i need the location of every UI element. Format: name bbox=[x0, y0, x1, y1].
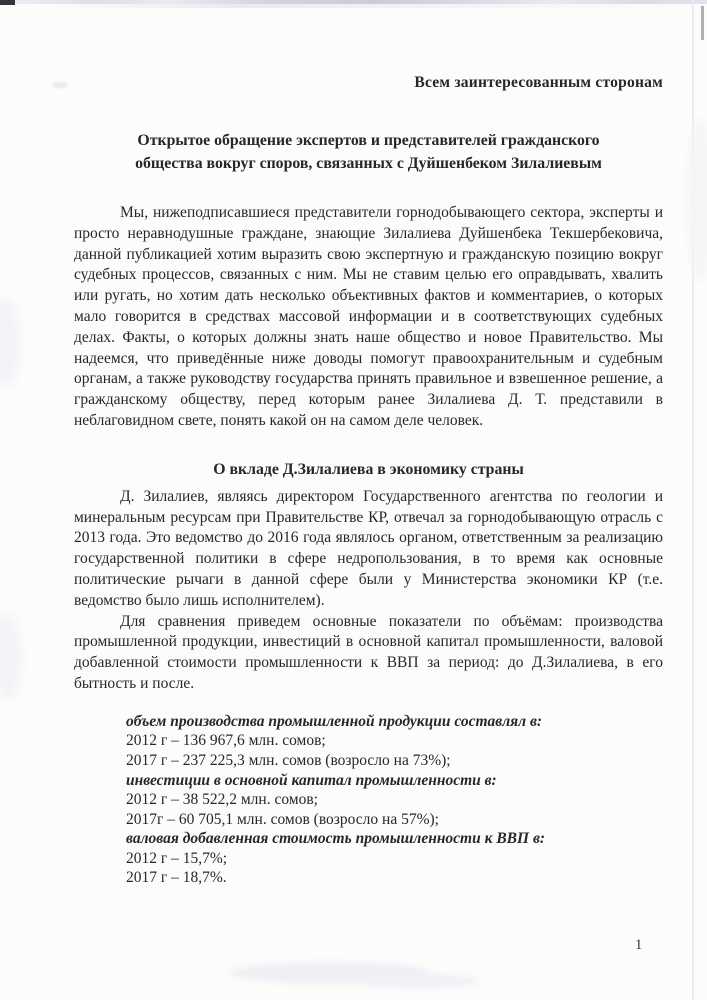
scan-corner-mark bbox=[0, 0, 15, 5]
intro-paragraph: Мы, нижеподписавшиеся представители горнодобывающего сектора, эксперты и просто неравнодушные граждане, знающие Зилалиева Дуйшенбека Текшербековича, данной публикацией хотим выразить свою экспертную и гражданскую позицию вокруг судебных процессов, связанных с ним. Мы не ставим целью его оправдывать, хвалить или ругать, но хотим дать несколько объективных фактов и комментариев, о которых мало говорится в средствах массовой информации и в соответствующих судебных делах. Факты, о которых должны знать наше общество и новое Правительство. Мы надеемся, что приведённые ниже доводы помогут правоохранительным и судебным органам, а также руководству государства принять правильное и взвешенное решение, а гражданскому обществу, перед которым ранее Зилалиева Д. Т. представили в неблаговидном свете, понять какой он на самом деле человек. bbox=[74, 204, 663, 429]
stat-group-production bbox=[126, 712, 663, 771]
stat-heading: объем производства промышленной продукции составлял в: bbox=[126, 712, 543, 730]
document-content bbox=[74, 0, 663, 888]
scan-bottom-smudge bbox=[360, 974, 480, 988]
document-title: Открытое обращение экспертов и представителей гражданского общества вокруг споров, связанных с Дуйшенбеком Зилалиевым bbox=[135, 132, 602, 172]
stat-group-gdp-share bbox=[126, 829, 663, 888]
scan-bottom-smudge bbox=[230, 962, 430, 984]
scan-blotch bbox=[0, 298, 20, 388]
scan-blotch bbox=[0, 615, 22, 700]
stat-line: 2017 г – 18,7%. bbox=[126, 869, 227, 887]
section-paragraph-2: Для сравнения приведем основные показатели по объёмам: производства промышленной продукции, инвестиций в основной капитал промышленности, валовой добавленной стоимости промышленности к ВВП за период: до Д.Зилалиева, в его бытность и после. bbox=[74, 612, 663, 692]
scan-blotch bbox=[52, 82, 68, 88]
stat-line: 2017г – 60 705,1 млн. сомов (возросло на 57%); bbox=[126, 810, 439, 828]
stat-line: 2012 г – 136 967,6 млн. сомов; bbox=[126, 732, 326, 750]
stat-heading: инвестиции в основной капитал промышленности в: bbox=[126, 771, 497, 789]
scan-right-edge-line bbox=[692, 0, 694, 1000]
stat-line: 2012 г – 38 522,2 млн. сомов; bbox=[126, 791, 318, 809]
stat-group-investments bbox=[126, 771, 663, 830]
statistics-block bbox=[126, 712, 663, 888]
scan-right-edge-mark bbox=[701, 6, 704, 40]
recipient-line: Всем заинтересованным сторонам bbox=[414, 74, 663, 91]
stat-line: 2017 г – 237 225,3 млн. сомов (возросло на 73%); bbox=[126, 751, 451, 769]
stat-heading: валовая добавленная стоимость промышленности к ВВП в: bbox=[126, 830, 546, 848]
section-paragraph-1: Д. Зилалиев, являясь директором Государственного агентства по геологии и минеральным ресурсам при Правительстве КР, отвечал за горнодобывающую отрасль с 2013 года. Это ведомство до 2016 года являлось органом, ответственным за реализацию государственной политики в сфере недропользования, в то время как основные политические рычаги в данной сфере были у Министерства экономики КР (т.е. ведомство было лишь исполнителем). bbox=[74, 487, 663, 609]
page-number: 1 bbox=[635, 937, 643, 953]
section-heading: О вкладе Д.Зилалиева в экономику страны bbox=[213, 460, 524, 478]
stat-line: 2012 г – 15,7%; bbox=[126, 849, 228, 867]
scan-blotch bbox=[688, 120, 707, 280]
